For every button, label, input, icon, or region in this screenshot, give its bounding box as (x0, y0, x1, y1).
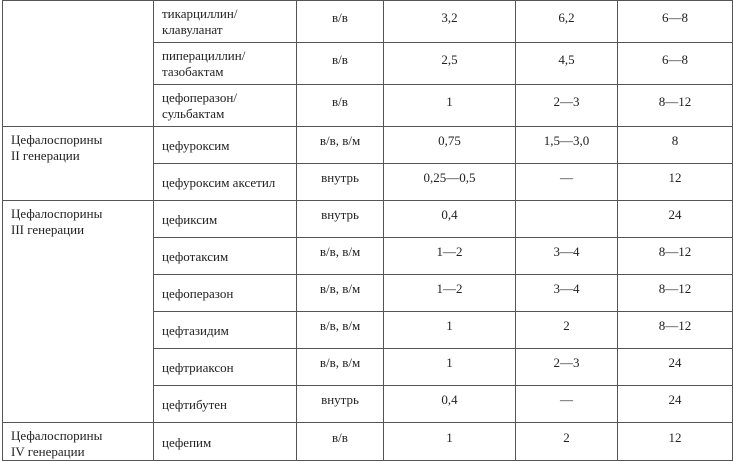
drug-name-cell: цефуроксим (154, 127, 297, 164)
single-dose-cell: 2,5 (384, 43, 516, 85)
drug-name-cell (154, 43, 297, 85)
drug-name-line-1: тикарциллин/ (162, 5, 238, 21)
route-cell: в/в, в/м (297, 349, 384, 386)
drug-name-cell: цефепим (154, 423, 297, 461)
interval-cell: 12 (618, 423, 733, 461)
table-row (3, 201, 733, 238)
daily-dose-cell: 2—3 (516, 349, 618, 386)
single-dose-cell: 3,2 (384, 1, 516, 43)
interval-cell: 8—12 (618, 85, 733, 127)
single-dose-cell: 1 (384, 423, 516, 461)
daily-dose-cell: 2 (516, 423, 618, 461)
drug-class-cell (3, 201, 154, 423)
daily-dose-cell (516, 201, 618, 238)
drug-name-cell (154, 85, 297, 127)
route-cell: внутрь (297, 386, 384, 423)
antibiotic-dosage-table (2, 0, 733, 461)
daily-dose-cell: 2—3 (516, 85, 618, 127)
interval-cell: 6—8 (618, 43, 733, 85)
daily-dose-cell: 3—4 (516, 238, 618, 275)
single-dose-cell: 0,75 (384, 127, 516, 164)
drug-name-line-2: клавуланат (162, 21, 223, 37)
single-dose-cell: 1—2 (384, 238, 516, 275)
drug-name-cell: цефуроксим аксетил (154, 164, 297, 201)
drug-name-cell: цефтазидим (154, 312, 297, 349)
interval-cell: 8—12 (618, 312, 733, 349)
drug-class-line-1: Цефалоспорины (11, 132, 103, 147)
drug-class-line-2: III генерации (11, 222, 85, 237)
single-dose-cell: 1 (384, 85, 516, 127)
daily-dose-cell: — (516, 386, 618, 423)
route-cell: внутрь (297, 201, 384, 238)
drug-class-line-2: II генерации (11, 148, 80, 163)
drug-class-cell (3, 127, 154, 201)
drug-name-line-1: цефоперазон/ (162, 89, 237, 105)
drug-class-cell (3, 1, 154, 127)
interval-cell: 6—8 (618, 1, 733, 43)
interval-cell: 24 (618, 349, 733, 386)
drug-name-cell: цефтриаксон (154, 349, 297, 386)
drug-name-cell (154, 1, 297, 43)
daily-dose-cell: 6,2 (516, 1, 618, 43)
route-cell: в/в, в/м (297, 127, 384, 164)
drug-class-line-1: Цефалоспорины (11, 428, 103, 443)
route-cell: внутрь (297, 164, 384, 201)
drug-class-line-1: Цефалоспорины (11, 206, 103, 221)
single-dose-cell: 1—2 (384, 275, 516, 312)
route-cell: в/в, в/м (297, 275, 384, 312)
route-cell: в/в (297, 1, 384, 43)
daily-dose-cell: 1,5—3,0 (516, 127, 618, 164)
single-dose-cell: 0,25—0,5 (384, 164, 516, 201)
single-dose-cell: 1 (384, 312, 516, 349)
single-dose-cell: 0,4 (384, 386, 516, 423)
single-dose-cell: 0,4 (384, 201, 516, 238)
drug-name-line-1: пиперациллин/ (162, 47, 246, 63)
route-cell: в/в (297, 423, 384, 461)
daily-dose-cell: 2 (516, 312, 618, 349)
drug-name-cell: цефоперазон (154, 275, 297, 312)
route-cell: в/в (297, 85, 384, 127)
interval-cell: 8—12 (618, 238, 733, 275)
drug-class-cell (3, 423, 154, 461)
drug-name-cell: цефиксим (154, 201, 297, 238)
drug-name-cell: цефотаксим (154, 238, 297, 275)
interval-cell: 24 (618, 386, 733, 423)
table-row (3, 1, 733, 43)
route-cell: в/в, в/м (297, 238, 384, 275)
daily-dose-cell: — (516, 164, 618, 201)
interval-cell: 8 (618, 127, 733, 164)
drug-name-line-2: сульбактам (162, 105, 225, 121)
daily-dose-cell: 4,5 (516, 43, 618, 85)
drug-name-cell: цефтибутен (154, 386, 297, 423)
drug-name-line-2: тазобактам (162, 63, 224, 79)
table-row (3, 423, 733, 461)
route-cell: в/в (297, 43, 384, 85)
interval-cell: 24 (618, 201, 733, 238)
route-cell: в/в, в/м (297, 312, 384, 349)
interval-cell: 12 (618, 164, 733, 201)
table-row (3, 127, 733, 164)
drug-class-line-2: IV генерации (11, 444, 85, 459)
interval-cell: 8—12 (618, 275, 733, 312)
single-dose-cell: 1 (384, 349, 516, 386)
daily-dose-cell: 3—4 (516, 275, 618, 312)
